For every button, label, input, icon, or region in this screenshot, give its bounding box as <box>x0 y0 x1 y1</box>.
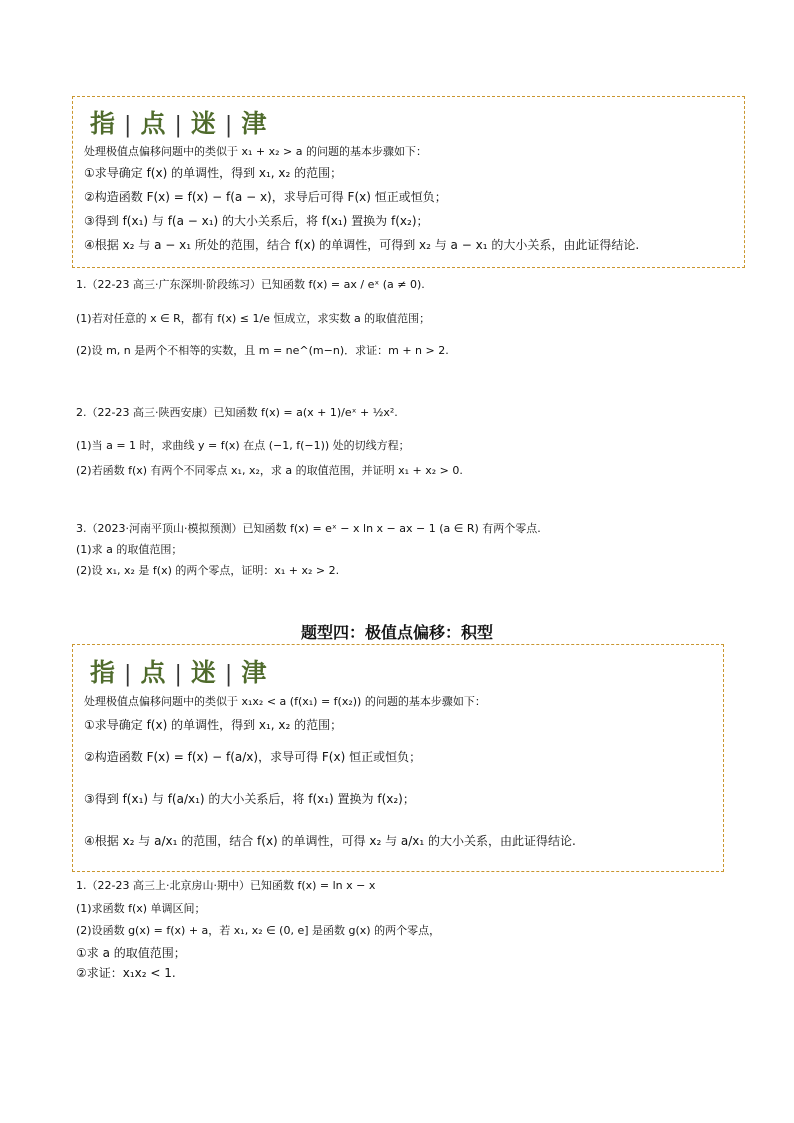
tip-line: ④根据 x₂ 与 a/x₁ 的范围，结合 f(x) 的单调性，可得 x₂ 与 a/x₁ 的大小关系，由此证得结论. <box>84 834 576 848</box>
problem-part: (1)求 a 的取值范围； <box>76 543 183 556</box>
tip-line: ①求导确定 f(x) 的单调性，得到 x₁, x₂ 的范围； <box>84 166 343 180</box>
tip-line: ④根据 x₂ 与 a − x₁ 所处的范围，结合 f(x) 的单调性，可得到 x₂ 与 a − x₁ 的大小关系，由此证得结论. <box>84 238 640 252</box>
problem-part: ②求证：x₁x₂ < 1. <box>76 966 176 980</box>
problem-part: (2)设 x₁, x₂ 是 f(x) 的两个零点，证明：x₁ + x₂ > 2. <box>76 564 340 577</box>
problem-head: 2.（22-23 高三·陕西安康）已知函数 f(x) = a(x + 1)/eˣ + ½x². <box>76 406 398 419</box>
tip-char: 指 <box>90 658 117 687</box>
tip-char: 迷 <box>190 109 217 138</box>
problem-part: (2)设函数 g(x) = f(x) + a，若 x₁, x₂ ∈ (0, e] 是函数 g(x) 的两个零点， <box>76 924 441 937</box>
section-heading: 题型四：极值点偏移：积型 <box>300 623 493 642</box>
problem-head: 1.（22-23 高三上·北京房山·期中）已知函数 f(x) = ln x − x <box>76 879 376 892</box>
problem-head: 3.（2023·河南平顶山·模拟预测）已知函数 f(x) = eˣ − x ln x − ax − 1 (a ∈ R) 有两个零点. <box>76 522 541 535</box>
tip-line: ②构造函数 F(x) = f(x) − f(a − x)，求导后可得 F(x) 恒正或恒负； <box>84 190 447 204</box>
problem-part: (2)设 m, n 是两个不相等的实数，且 m = ne^(m−n)．求证：m + n > 2. <box>76 344 449 357</box>
tip-line: 处理极值点偏移问题中的类似于 x₁x₂ < a (f(x₁) = f(x₂)) 的问题的基本步骤如下： <box>84 695 486 708</box>
tip-title-sum: 指 | 点 | 迷 | 津 <box>90 109 268 138</box>
problem-head: 1.（22-23 高三·广东深圳·阶段练习）已知函数 f(x) = ax / eˣ (a ≠ 0). <box>76 278 425 291</box>
tip-title-product: 指 | 点 | 迷 | 津 <box>90 658 268 687</box>
tip-char: 津 <box>241 109 268 138</box>
tip-char: 指 <box>90 109 117 138</box>
tip-line: ③得到 f(x₁) 与 f(a − x₁) 的大小关系后，将 f(x₁) 置换为 f(x₂)； <box>84 214 429 228</box>
tip-char: 津 <box>241 658 268 687</box>
problem-part: (2)若函数 f(x) 有两个不同零点 x₁, x₂，求 a 的取值范围，并证明 x₁ + x₂ > 0. <box>76 464 463 477</box>
tip-line: ①求导确定 f(x) 的单调性，得到 x₁, x₂ 的范围； <box>84 718 343 732</box>
tip-char: 点 <box>140 658 167 687</box>
tip-line: ②构造函数 F(x) = f(x) − f(a/x)，求导可得 F(x) 恒正或恒负； <box>84 750 422 764</box>
tip-line: 处理极值点偏移问题中的类似于 x₁ + x₂ > a 的问题的基本步骤如下： <box>84 145 427 158</box>
tip-char: 点 <box>140 109 167 138</box>
problem-part: ①求 a 的取值范围； <box>76 946 186 960</box>
problem-part: (1)当 a = 1 时，求曲线 y = f(x) 在点 (−1, f(−1)) 处的切线方程； <box>76 439 410 452</box>
tip-line: ③得到 f(x₁) 与 f(a/x₁) 的大小关系后，将 f(x₁) 置换为 f(x₂)； <box>84 792 415 806</box>
problem-part: (1)求函数 f(x) 单调区间； <box>76 902 206 915</box>
problem-part: (1)若对任意的 x ∈ R，都有 f(x) ≤ 1/e 恒成立，求实数 a 的取值范围； <box>76 312 431 325</box>
tip-char: 迷 <box>190 658 217 687</box>
